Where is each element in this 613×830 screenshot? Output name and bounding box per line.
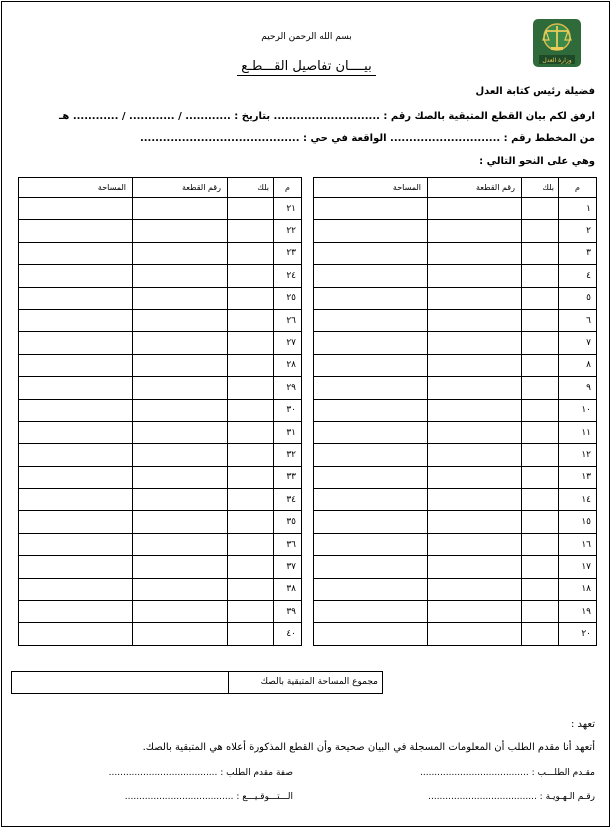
block-cell[interactable] bbox=[522, 220, 559, 242]
row-number: ٣٣ bbox=[274, 466, 302, 488]
table-row bbox=[19, 533, 302, 555]
row-number: ٢٢ bbox=[274, 220, 302, 242]
row-number: ١٣ bbox=[559, 466, 597, 488]
area-cell[interactable] bbox=[314, 511, 428, 533]
applicant-capacity-field[interactable]: صفة مقدم الطلب : ...................................... bbox=[108, 768, 293, 778]
row-number: ١٠ bbox=[559, 399, 597, 421]
table-row bbox=[19, 332, 302, 354]
area-cell[interactable] bbox=[19, 421, 133, 443]
area-cell[interactable] bbox=[19, 399, 133, 421]
table-row bbox=[314, 578, 597, 600]
block-cell[interactable] bbox=[228, 466, 274, 488]
block-cell[interactable] bbox=[522, 444, 559, 466]
row-number: ١ bbox=[559, 198, 597, 220]
table-row bbox=[19, 601, 302, 623]
row-number: ٣٩ bbox=[274, 601, 302, 623]
row-number: ٣٧ bbox=[274, 556, 302, 578]
area-cell[interactable] bbox=[314, 556, 428, 578]
row-number: ٣١ bbox=[274, 421, 302, 443]
plot-number-cell[interactable] bbox=[428, 332, 522, 354]
table-row bbox=[314, 623, 597, 645]
block-cell[interactable] bbox=[522, 399, 559, 421]
table-row bbox=[314, 309, 597, 331]
plot-number-cell[interactable] bbox=[428, 309, 522, 331]
row-number: ٢٠ bbox=[559, 623, 597, 645]
plots-table-left bbox=[18, 177, 302, 646]
plot-number-cell[interactable] bbox=[133, 265, 228, 287]
table-row bbox=[314, 556, 597, 578]
pledge-heading: تعهد : bbox=[570, 719, 595, 730]
table-row bbox=[314, 601, 597, 623]
signature-field[interactable]: الـــتـــوقـيـــع : ...................................... bbox=[124, 792, 293, 802]
table-row bbox=[19, 421, 302, 443]
block-cell[interactable] bbox=[228, 511, 274, 533]
table-row bbox=[19, 511, 302, 533]
block-cell[interactable] bbox=[228, 377, 274, 399]
table-row bbox=[314, 198, 597, 220]
table-row bbox=[19, 309, 302, 331]
block-cell[interactable] bbox=[522, 578, 559, 600]
block-cell[interactable] bbox=[522, 623, 559, 645]
area-cell[interactable] bbox=[19, 354, 133, 376]
row-number: ٩ bbox=[559, 377, 597, 399]
table-row bbox=[314, 287, 597, 309]
block-cell[interactable] bbox=[522, 489, 559, 511]
table-row bbox=[19, 556, 302, 578]
row-number: ١١ bbox=[559, 421, 597, 443]
block-cell[interactable] bbox=[228, 623, 274, 645]
plot-number-cell[interactable] bbox=[133, 220, 228, 242]
table-row bbox=[19, 399, 302, 421]
table-row bbox=[314, 242, 597, 264]
plot-number-cell[interactable] bbox=[428, 399, 522, 421]
block-cell[interactable] bbox=[522, 265, 559, 287]
block-cell[interactable] bbox=[228, 421, 274, 443]
area-cell[interactable] bbox=[19, 578, 133, 600]
area-cell[interactable] bbox=[19, 466, 133, 488]
table-header-row bbox=[314, 178, 597, 198]
table-row bbox=[19, 444, 302, 466]
block-cell[interactable] bbox=[228, 533, 274, 555]
addressee: فضيلة رئيس كتابة العدل bbox=[475, 86, 595, 97]
area-cell[interactable] bbox=[314, 354, 428, 376]
row-number: ٨ bbox=[559, 354, 597, 376]
table-row bbox=[314, 354, 597, 376]
block-cell[interactable] bbox=[522, 287, 559, 309]
table-row bbox=[314, 466, 597, 488]
row-number: ٢٣ bbox=[274, 242, 302, 264]
logo-caption: وزارة العدل bbox=[542, 57, 572, 64]
row-number: ٦ bbox=[559, 309, 597, 331]
plot-number-cell[interactable] bbox=[428, 623, 522, 645]
row-number: ٣٠ bbox=[274, 399, 302, 421]
row-number: ٧ bbox=[559, 332, 597, 354]
block-cell[interactable] bbox=[228, 578, 274, 600]
table-row bbox=[19, 220, 302, 242]
area-cell[interactable] bbox=[19, 601, 133, 623]
plot-number-cell[interactable] bbox=[428, 489, 522, 511]
plot-number-cell[interactable] bbox=[428, 421, 522, 443]
plot-number-cell[interactable] bbox=[133, 354, 228, 376]
block-cell[interactable] bbox=[228, 265, 274, 287]
area-cell[interactable] bbox=[19, 623, 133, 645]
plot-number-cell[interactable] bbox=[133, 309, 228, 331]
row-number: ٣٤ bbox=[274, 489, 302, 511]
block-cell[interactable] bbox=[522, 511, 559, 533]
plot-number-cell[interactable] bbox=[428, 198, 522, 220]
basmala: بسم الله الرحمن الرحيم bbox=[261, 32, 352, 42]
row-number: ١٩ bbox=[559, 601, 597, 623]
block-cell[interactable] bbox=[228, 287, 274, 309]
plan-line: من المخطط رقم : ............................. الواقعة في حي : .......................................... bbox=[139, 133, 595, 144]
table-row bbox=[314, 220, 597, 242]
as-follows-line: وهي على النحو التالي : bbox=[479, 156, 595, 167]
area-cell[interactable] bbox=[19, 444, 133, 466]
plots-table-right bbox=[313, 177, 597, 646]
area-cell[interactable] bbox=[314, 444, 428, 466]
plot-number-cell[interactable] bbox=[428, 354, 522, 376]
plot-number-cell[interactable] bbox=[428, 556, 522, 578]
header-area: المساحة bbox=[314, 178, 428, 198]
area-cell[interactable] bbox=[314, 265, 428, 287]
area-cell[interactable] bbox=[19, 377, 133, 399]
total-area-label: مجموع المساحة المتبقية بالصك bbox=[228, 672, 382, 693]
plot-number-cell[interactable] bbox=[133, 287, 228, 309]
row-number: ٢٩ bbox=[274, 377, 302, 399]
block-cell[interactable] bbox=[228, 332, 274, 354]
table-row bbox=[314, 421, 597, 443]
total-area-box bbox=[11, 671, 383, 694]
block-cell[interactable] bbox=[522, 242, 559, 264]
header-plot-number: رقم القطعة bbox=[428, 178, 522, 198]
block-cell[interactable] bbox=[228, 220, 274, 242]
row-number: ٢٥ bbox=[274, 287, 302, 309]
plot-number-cell[interactable] bbox=[428, 220, 522, 242]
table-row bbox=[314, 533, 597, 555]
row-number: ٤ bbox=[559, 265, 597, 287]
table-row bbox=[314, 332, 597, 354]
table-row bbox=[19, 489, 302, 511]
plot-number-cell[interactable] bbox=[133, 421, 228, 443]
table-row bbox=[19, 242, 302, 264]
table-row bbox=[19, 623, 302, 645]
plot-number-cell[interactable] bbox=[133, 466, 228, 488]
deed-line: ارفق لكم بيان القطع المتبقية بالصك رقم : ............................ بتاريخ : ............ / ............ / ............ هـ bbox=[58, 111, 595, 122]
row-number: ٣٢ bbox=[274, 444, 302, 466]
area-cell[interactable] bbox=[19, 511, 133, 533]
block-cell[interactable] bbox=[522, 377, 559, 399]
block-cell[interactable] bbox=[228, 242, 274, 264]
row-number: ٢ bbox=[559, 220, 597, 242]
plot-number-cell[interactable] bbox=[133, 623, 228, 645]
area-cell[interactable] bbox=[314, 198, 428, 220]
row-number: ٢٦ bbox=[274, 309, 302, 331]
table-row bbox=[314, 511, 597, 533]
block-cell[interactable] bbox=[228, 556, 274, 578]
row-number: ٣٦ bbox=[274, 533, 302, 555]
block-cell[interactable] bbox=[522, 198, 559, 220]
header-area: المساحة bbox=[19, 178, 133, 198]
block-cell[interactable] bbox=[522, 601, 559, 623]
area-cell[interactable] bbox=[314, 601, 428, 623]
plot-number-cell[interactable] bbox=[133, 444, 228, 466]
block-cell[interactable] bbox=[228, 601, 274, 623]
block-cell[interactable] bbox=[228, 198, 274, 220]
area-cell[interactable] bbox=[19, 265, 133, 287]
table-row bbox=[314, 399, 597, 421]
row-number: ١٨ bbox=[559, 578, 597, 600]
block-cell[interactable] bbox=[522, 309, 559, 331]
area-cell[interactable] bbox=[314, 578, 428, 600]
block-cell[interactable] bbox=[228, 489, 274, 511]
table-row bbox=[19, 287, 302, 309]
row-number: ٣٨ bbox=[274, 578, 302, 600]
table-row bbox=[314, 444, 597, 466]
area-cell[interactable] bbox=[19, 242, 133, 264]
area-cell[interactable] bbox=[19, 198, 133, 220]
row-number: ٢٤ bbox=[274, 265, 302, 287]
id-number-field[interactable]: رقـم الـهـويـة : ...................................... bbox=[428, 792, 595, 802]
block-cell[interactable] bbox=[522, 332, 559, 354]
plot-number-cell[interactable] bbox=[133, 556, 228, 578]
plot-number-cell[interactable] bbox=[428, 601, 522, 623]
row-number: ٢٧ bbox=[274, 332, 302, 354]
area-cell[interactable] bbox=[314, 220, 428, 242]
plot-number-cell[interactable] bbox=[133, 242, 228, 264]
area-cell[interactable] bbox=[314, 623, 428, 645]
table-row bbox=[19, 578, 302, 600]
plot-number-cell[interactable] bbox=[428, 444, 522, 466]
area-cell[interactable] bbox=[19, 332, 133, 354]
block-cell[interactable] bbox=[522, 466, 559, 488]
table-row bbox=[19, 377, 302, 399]
row-number: ٢٨ bbox=[274, 354, 302, 376]
plot-number-cell[interactable] bbox=[428, 377, 522, 399]
area-cell[interactable] bbox=[314, 242, 428, 264]
area-cell[interactable] bbox=[19, 489, 133, 511]
header-block: بلك bbox=[522, 178, 559, 198]
table-row bbox=[19, 198, 302, 220]
area-cell[interactable] bbox=[19, 287, 133, 309]
plot-number-cell[interactable] bbox=[133, 332, 228, 354]
area-cell[interactable] bbox=[19, 220, 133, 242]
plot-number-cell[interactable] bbox=[133, 489, 228, 511]
row-number: ٣٥ bbox=[274, 511, 302, 533]
applicant-field[interactable]: مقـدم الطلـــب : ...................................... bbox=[420, 768, 595, 778]
block-cell[interactable] bbox=[522, 421, 559, 443]
plot-number-cell[interactable] bbox=[428, 287, 522, 309]
total-area-field[interactable] bbox=[12, 672, 228, 693]
area-cell[interactable] bbox=[314, 309, 428, 331]
table-row bbox=[314, 377, 597, 399]
plot-number-cell[interactable] bbox=[133, 511, 228, 533]
table-header-row bbox=[19, 178, 302, 198]
row-number: ١٢ bbox=[559, 444, 597, 466]
plot-number-cell[interactable] bbox=[133, 399, 228, 421]
area-cell[interactable] bbox=[19, 309, 133, 331]
block-cell[interactable] bbox=[522, 556, 559, 578]
plot-number-cell[interactable] bbox=[133, 578, 228, 600]
plot-number-cell[interactable] bbox=[428, 533, 522, 555]
block-cell[interactable] bbox=[522, 533, 559, 555]
area-cell[interactable] bbox=[314, 377, 428, 399]
table-row bbox=[19, 354, 302, 376]
header-m: م bbox=[274, 178, 302, 198]
row-number: ٣ bbox=[559, 242, 597, 264]
plot-number-cell[interactable] bbox=[133, 601, 228, 623]
plot-number-cell[interactable] bbox=[428, 265, 522, 287]
block-cell[interactable] bbox=[522, 354, 559, 376]
plot-number-cell[interactable] bbox=[133, 198, 228, 220]
area-cell[interactable] bbox=[314, 533, 428, 555]
title-text: بيــــان تفاصيل القـــطـع bbox=[237, 59, 375, 76]
block-cell[interactable] bbox=[228, 399, 274, 421]
header-block: بلك bbox=[228, 178, 274, 198]
row-number: ٤٠ bbox=[274, 623, 302, 645]
plot-number-cell[interactable] bbox=[428, 511, 522, 533]
plot-number-cell[interactable] bbox=[428, 466, 522, 488]
row-number: ٥ bbox=[559, 287, 597, 309]
block-cell[interactable] bbox=[228, 444, 274, 466]
pledge-text: أتعهد أنا مقدم الطلب أن المعلومات المسجلة في البيان صحيحة وأن القطع المذكورة أعلاه هي المتبقية بالصك. bbox=[142, 742, 595, 753]
area-cell[interactable] bbox=[314, 421, 428, 443]
table-row bbox=[314, 489, 597, 511]
row-number: ٢١ bbox=[274, 198, 302, 220]
area-cell[interactable] bbox=[314, 287, 428, 309]
area-cell[interactable] bbox=[314, 466, 428, 488]
block-cell[interactable] bbox=[228, 309, 274, 331]
row-number: ١٦ bbox=[559, 533, 597, 555]
header-m: م bbox=[559, 178, 597, 198]
page-title bbox=[0, 59, 613, 74]
block-cell[interactable] bbox=[228, 354, 274, 376]
table-row bbox=[19, 466, 302, 488]
plot-number-cell[interactable] bbox=[133, 533, 228, 555]
area-cell[interactable] bbox=[19, 533, 133, 555]
row-number: ١٤ bbox=[559, 489, 597, 511]
plot-number-cell[interactable] bbox=[428, 578, 522, 600]
plot-number-cell[interactable] bbox=[133, 377, 228, 399]
area-cell[interactable] bbox=[314, 489, 428, 511]
row-number: ١٧ bbox=[559, 556, 597, 578]
area-cell[interactable] bbox=[19, 556, 133, 578]
area-cell[interactable] bbox=[314, 399, 428, 421]
row-number: ١٥ bbox=[559, 511, 597, 533]
area-cell[interactable] bbox=[314, 332, 428, 354]
plot-number-cell[interactable] bbox=[428, 242, 522, 264]
header-plot-number: رقم القطعة bbox=[133, 178, 228, 198]
table-row bbox=[314, 265, 597, 287]
table-row bbox=[19, 265, 302, 287]
